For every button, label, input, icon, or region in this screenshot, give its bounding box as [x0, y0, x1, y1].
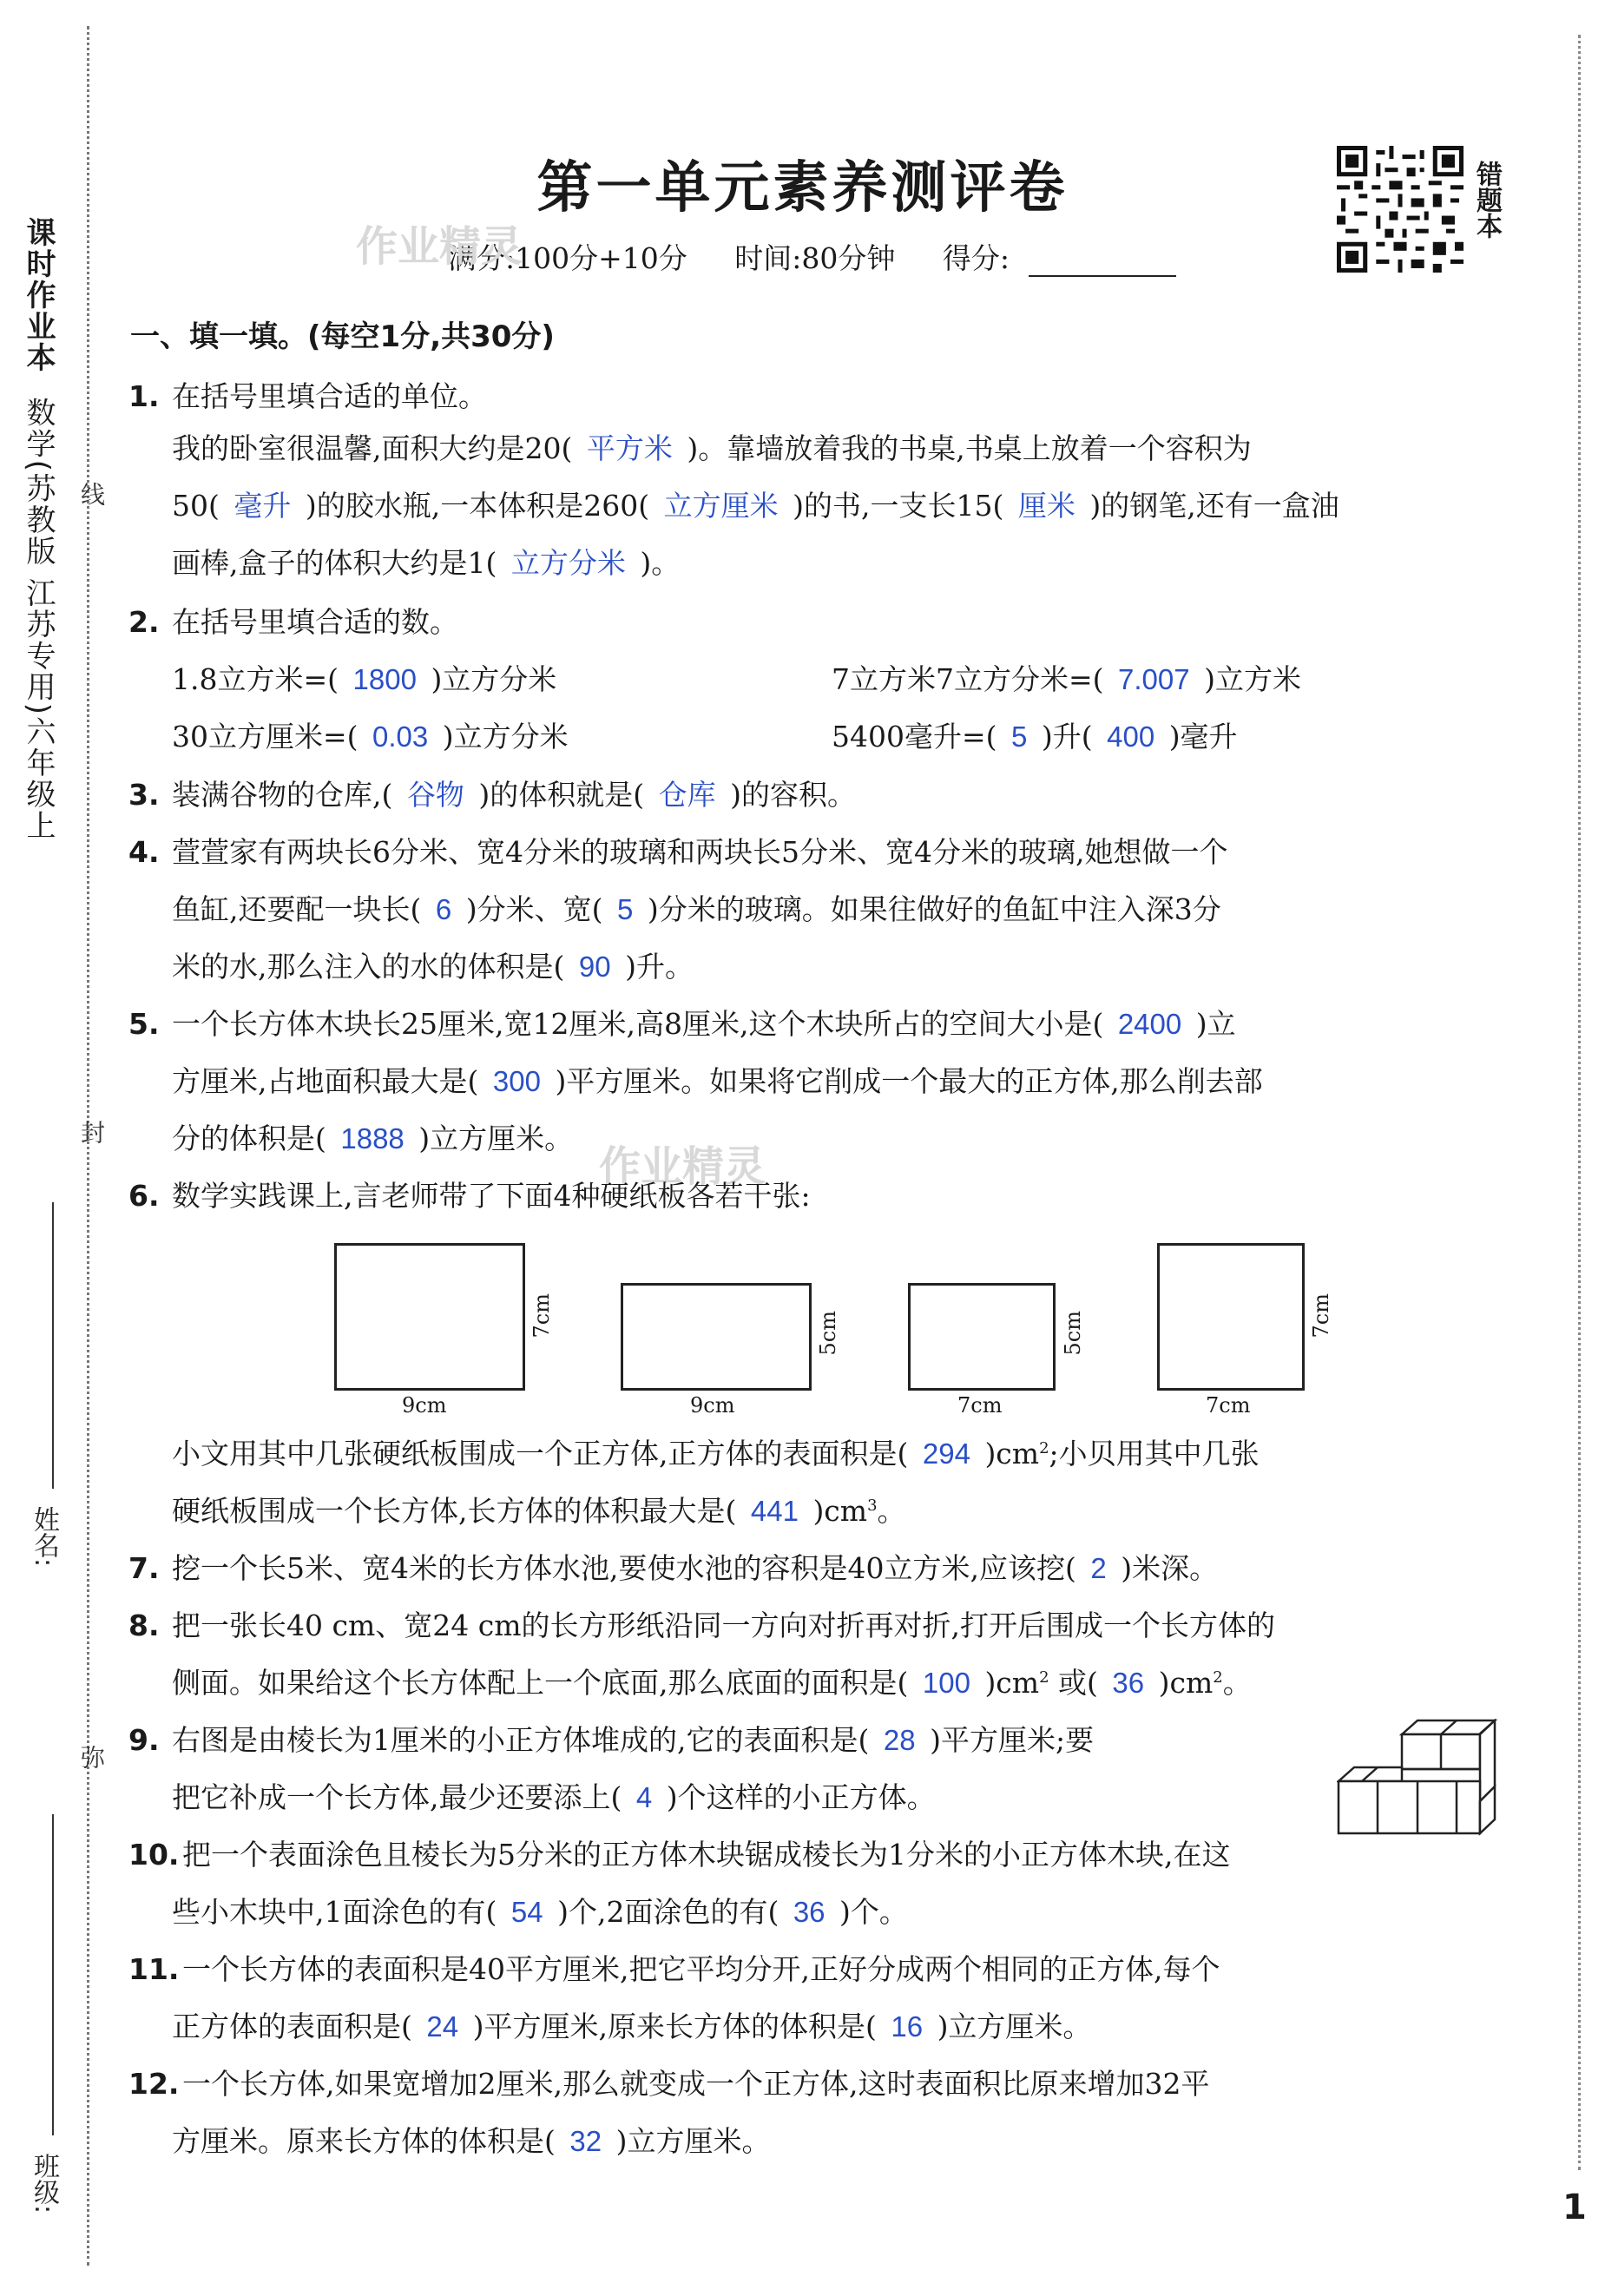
answer-text: 16 — [876, 2010, 937, 2043]
answer-text: 谷物 — [392, 779, 479, 811]
answer-text: 294 — [908, 1437, 985, 1470]
answer-text: 28 — [869, 1724, 931, 1756]
page-title: 第一单元素养测评卷 — [536, 156, 1069, 220]
book-title: 课时作业本 — [21, 217, 56, 373]
book-title-vertical — [17, 217, 60, 841]
answer-text: 平方米 — [572, 432, 687, 464]
score-label: 得分: — [942, 241, 1010, 275]
answer-text: 5 — [602, 893, 648, 925]
answer-text: 36 — [779, 1896, 840, 1928]
answer-text: 2400 — [1103, 1008, 1196, 1040]
question-number: 10. — [128, 1838, 180, 1872]
question-line-first: 9. 右图是由棱长为1厘米的小正方体堆成的,它的表面积是( 28 )平方厘米;要 — [128, 1723, 1095, 1757]
unit-exponent: 2 — [1039, 1668, 1049, 1687]
cardboard-rect — [1157, 1243, 1305, 1391]
question-line-first: 1. 在括号里填合适的单位。 — [128, 379, 487, 413]
q2-item: 30立方厘米=( 0.03 )立方分米 — [172, 720, 569, 753]
question-line-first: 10. 把一个表面涂色且棱长为5分米的正方体木块锯成棱长为1分米的小正方体木块,在这 — [128, 1838, 1231, 1872]
question-line-first: 2. 在括号里填合适的数。 — [128, 605, 458, 639]
answer-text: 厘米 — [1003, 490, 1090, 522]
subject-label: 数学(苏教版 江苏专用)六年级上 — [21, 397, 56, 842]
qr-code-icon[interactable] — [1337, 146, 1464, 273]
cardboard-width-label: 9cm — [402, 1393, 447, 1418]
question-line-first: 12. 一个长方体,如果宽增加2厘米,那么就变成一个正方体,这时表面积比原来增加32平 — [128, 2067, 1210, 2101]
cardboard-rect — [908, 1283, 1056, 1391]
answer-text: 400 — [1092, 720, 1169, 753]
question-number: 3. — [128, 778, 160, 812]
unit-exponent: 2 — [1213, 1668, 1223, 1687]
question-line: 把它补成一个长方体,最少还要添上( 4 )个这样的小正方体。 — [172, 1780, 936, 1814]
question-number: 2. — [128, 605, 160, 639]
cardboard-width-label: 7cm — [957, 1393, 1003, 1418]
cardboard-height-label: 7cm — [530, 1293, 554, 1339]
watermark: 作业精灵 — [599, 1142, 766, 1191]
question-line: 方厘米,占地面积最大是( 300 )平方厘米。如果将它削成一个最大的正方体,那么削去部 — [172, 1064, 1263, 1098]
cardboard-height-label: 5cm — [1061, 1311, 1085, 1356]
answer-text: 24 — [411, 2010, 473, 2043]
question-number: 9. — [128, 1723, 160, 1757]
question-number: 12. — [128, 2067, 180, 2101]
binding-dotted-line — [87, 26, 89, 2266]
question-number: 1. — [128, 379, 160, 413]
answer-text: 毫升 — [219, 490, 306, 522]
answer-text: 2 — [1075, 1552, 1122, 1584]
question-line: 画棒,盒子的体积大约是1( 立方分米 )。 — [172, 546, 681, 580]
bind-mark-close: 弥 — [77, 1745, 106, 1769]
unit-exponent: 3 — [867, 1497, 878, 1515]
question-number: 5. — [128, 1007, 160, 1041]
name-label: 姓名: — [29, 1506, 59, 1568]
question-line: 正方体的表面积是( 24 )平方厘米,原来长方体的体积是( 16 )立方厘米。 — [172, 2010, 1092, 2043]
watermark: 作业精灵 — [356, 222, 523, 271]
question-line-first: 8. 把一张长40 cm、宽24 cm的长方形纸沿同一方向对折再对折,打开后围成一个长方体的 — [128, 1609, 1275, 1642]
answer-text: 300 — [478, 1065, 556, 1097]
question-line: 方厘米。原来长方体的体积是( 32 )立方厘米。 — [172, 2124, 771, 2158]
answer-text: 立方分米 — [497, 547, 641, 579]
question-line: 米的水,那么注入的水的体积是( 90 )升。 — [172, 950, 694, 984]
question-number: 8. — [128, 1609, 160, 1642]
class-label: 班级: — [29, 2153, 59, 2214]
answer-text: 32 — [555, 2125, 616, 2157]
question-line: 50( 毫升 )的胶水瓶,一本体积是260( 立方厘米 )的书,一支长15( 厘米 )的钢笔,还有一盒油 — [172, 489, 1339, 523]
question-line-first: 11. 一个长方体的表面积是40平方厘米,把它平均分开,正好分成两个相同的正方体,每个 — [128, 1952, 1220, 1986]
section-heading: 一、填一填。(每空1分,共30分) — [130, 319, 555, 354]
qr-label: 错题本 — [1471, 161, 1502, 239]
question-number: 11. — [128, 1952, 180, 1986]
q2-item: 1.8立方米=( 1800 )立方分米 — [172, 662, 557, 696]
question-line-first: 7. 挖一个长5米、宽4米的长方体水池,要使水池的容积是40立方米,应该挖( 2 )米深。 — [128, 1551, 1219, 1585]
q2-item: 5400毫升=( 5 )升( 400 )毫升 — [832, 720, 1238, 753]
question-line: 鱼缸,还要配一块长( 6 )分米、宽( 5 )分米的玻璃。如果往做好的鱼缸中注入深3分 — [172, 892, 1221, 926]
class-field-line[interactable] — [52, 1814, 54, 2135]
cube-stack-figure — [1337, 1719, 1502, 1836]
score-blank[interactable] — [1029, 247, 1176, 277]
right-dotted-line — [1578, 35, 1581, 2170]
cardboard-rect — [334, 1243, 525, 1391]
question-line-first: 5. 一个长方体木块长25厘米,宽12厘米,高8厘米,这个木块所占的空间大小是( 2400 )立 — [128, 1007, 1236, 1041]
question-line: 小文用其中几张硬纸板围成一个正方体,正方体的表面积是( 294 )$cm^2$;小贝用其中几张 — [172, 1437, 1260, 1470]
answer-text: 36 — [1097, 1667, 1159, 1699]
bind-mark-seal: 封 — [77, 1120, 106, 1144]
question-line: 硬纸板围成一个长方体,长方体的体积最大是( 441 )$cm^3$。 — [172, 1494, 906, 1528]
question-number: 7. — [128, 1551, 160, 1585]
answer-text: 5 — [997, 720, 1042, 753]
answer-text: 7.007 — [1103, 663, 1205, 695]
answer-text: 4 — [622, 1781, 667, 1813]
cardboard-height-label: 5cm — [816, 1311, 840, 1356]
answer-text: 100 — [908, 1667, 985, 1699]
q2-item: 7立方米7立方分米=( 7.007 )立方米 — [832, 662, 1301, 696]
answer-text: 仓库 — [644, 779, 731, 811]
question-number: 6. — [128, 1179, 160, 1213]
name-field-line[interactable] — [52, 1202, 54, 1489]
question-line: 侧面。如果给这个长方体配上一个底面,那么底面的面积是( 100 )$cm^2$ 或( 36 )$cm^2$。 — [172, 1666, 1252, 1700]
full-score: 满分:100分+10分 — [448, 241, 687, 275]
question-line: 分的体积是( 1888 )立方厘米。 — [172, 1122, 574, 1155]
question-line-first: 6. 数学实践课上,言老师带了下面4种硬纸板各若干张: — [128, 1179, 811, 1213]
answer-text: 54 — [497, 1896, 558, 1928]
cardboard-width-label: 9cm — [690, 1393, 735, 1418]
question-number: 4. — [128, 835, 160, 869]
cardboard-height-label: 7cm — [1309, 1293, 1333, 1339]
bind-mark-line: 线 — [77, 482, 106, 506]
answer-text: 立方厘米 — [649, 490, 793, 522]
answer-text: 0.03 — [358, 720, 443, 753]
question-line: 我的卧室很温馨,面积大约是20( 平方米 )。靠墙放着我的书桌,书桌上放着一个容积为 — [172, 431, 1252, 465]
cardboard-rect — [621, 1283, 812, 1391]
cardboard-width-label: 7cm — [1206, 1393, 1251, 1418]
answer-text: 90 — [564, 951, 626, 983]
question-line-first: 4. 萱萱家有两块长6分米、宽4分米的玻璃和两块长5分米、宽4分米的玻璃,她想做一个 — [128, 835, 1228, 869]
answer-text: 441 — [736, 1495, 813, 1527]
time-limit: 时间:80分钟 — [734, 241, 896, 275]
answer-text: 6 — [421, 893, 466, 925]
page-number: 1 — [1562, 2187, 1587, 2227]
question-line-first: 3. 装满谷物的仓库,( 谷物 )的体积就是( 仓库 )的容积。 — [128, 778, 856, 812]
answer-text: 1800 — [339, 663, 431, 695]
answer-text: 1888 — [326, 1122, 419, 1155]
question-line: 些小木块中,1面涂色的有( 54 )个,2面涂色的有( 36 )个。 — [172, 1895, 908, 1929]
unit-exponent: 2 — [1039, 1439, 1049, 1457]
